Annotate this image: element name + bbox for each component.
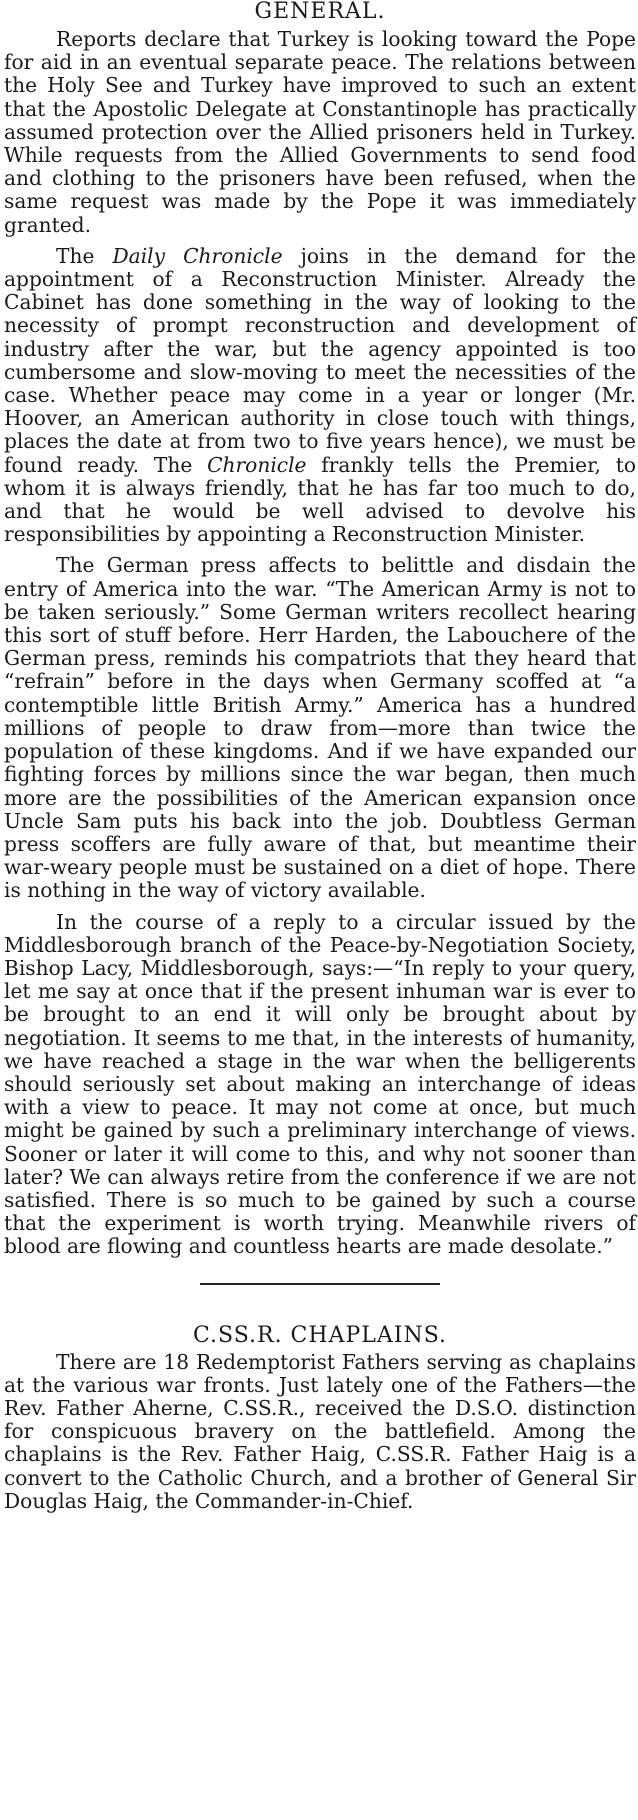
- section-heading-general: GENERAL.: [254, 0, 386, 24]
- section-heading-chaplains: C.SS.R. CHAPLAINS.: [193, 1322, 447, 1348]
- paragraph-text-segment: joins in the demand for the appointment of a Reconstruction Minister. Already the Cabinet has done something in the way of looking to the necessity of prompt reconstruction and development of industry after the war, but the agency appointed is too cumbersome and slow-moving to meet the necessities of the case. Whether peace may come in a year or longer (Mr. Hoover, an American authority in close touch with things, places the date at from two to five years hence), we must be found ready. The: [4, 243, 636, 477]
- article-page: [4, 0, 636, 1513]
- newspaper-name-daily-chronicle: Daily Chronicle: [112, 243, 283, 268]
- paragraph-bishop-lacy: In the course of a reply to a circular issued by the Middlesborough branch of the Peace-by-Negotiation Society, Bishop Lacy, Middlesborough, says:—“In reply to your query, let me say at once that if the present inhuman war is ever to be brought to an end it will only be brought about by negotiation. It seems to me that, in the interests of humanity, we have reached a stage in the war when the belligerents should seriously set about making an interchange of ideas with a view to peace. It may not come at once, but much might be gained by such a preliminary interchange of views. Sooner or later it will come to this, and why not sooner than later? We can always retire from the conference if we are not satisfied. There is so much to be gained by such a course that the experiment is worth trying. Meanwhile rivers of blood are flowing and countless hearts are made desolate.”: [4, 909, 636, 1259]
- paragraph-redemptorist-chaplains: There are 18 Redemptorist Fathers serving as chaplains at the various war fronts. Just lately one of the Fathers—the Rev. Father Aherne, C.SS.R., received the D.S.O. distinction for conspicuous bravery on the battlefield. Among the chaplains is the Rev. Father Haig, C.SS.R. Father Haig is a convert to the Catholic Church, and a brother of General Sir Douglas Haig, the Commander-in-Chief.: [4, 1349, 636, 1513]
- paragraph-text-segment: The: [56, 243, 113, 268]
- paragraph-turkey-pope: Reports declare that Turkey is looking toward the Pope for aid in an eventual separate peace. The relations between the Holy See and Turkey have improved to such an extent that the Apostolic Delegate at Constantinople has practically assumed protection over the Allied prisoners held in Turkey. While requests from the Allied Governments to send food and clothing to the prisoners have been refused, when the same request was made by the Pope it was immediately granted.: [4, 27, 636, 237]
- paragraph-german-press: The German press affects to belittle and disdain the entry of America into the war. “The American Army is not to be taken seriously.” Some German writers recollect hearing this sort of stuff before. Herr Harden, the Labouchere of the German press, reminds his compatriots that they heard that “refrain” before in the days when Germany scoffed at “a contemptible little British Army.” America has a hundred millions of people to draw from—more than twice the population of these kingdoms. And if we have expanded our fighting forces by millions since the war began, then much more are the possibilities of the American expansion once Uncle Sam puts his back into the job. Doubtless German press scoffers are fully aware of that, but meantime their war-weary people must be sustained on a diet of hope. There is nothing in the way of victory available.: [4, 553, 636, 903]
- section-divider-rule: [200, 1283, 440, 1285]
- paragraph-text-segment: frankly tells the Premier, to whom it is always friendly, that he has far too much to do, and that he would be well advised to devolve his responsibilities by appointing a Reconstruction Minister.: [4, 452, 636, 547]
- paragraph-reconstruction-minister: [4, 245, 636, 547]
- newspaper-name-chronicle: Chronicle: [207, 452, 307, 477]
